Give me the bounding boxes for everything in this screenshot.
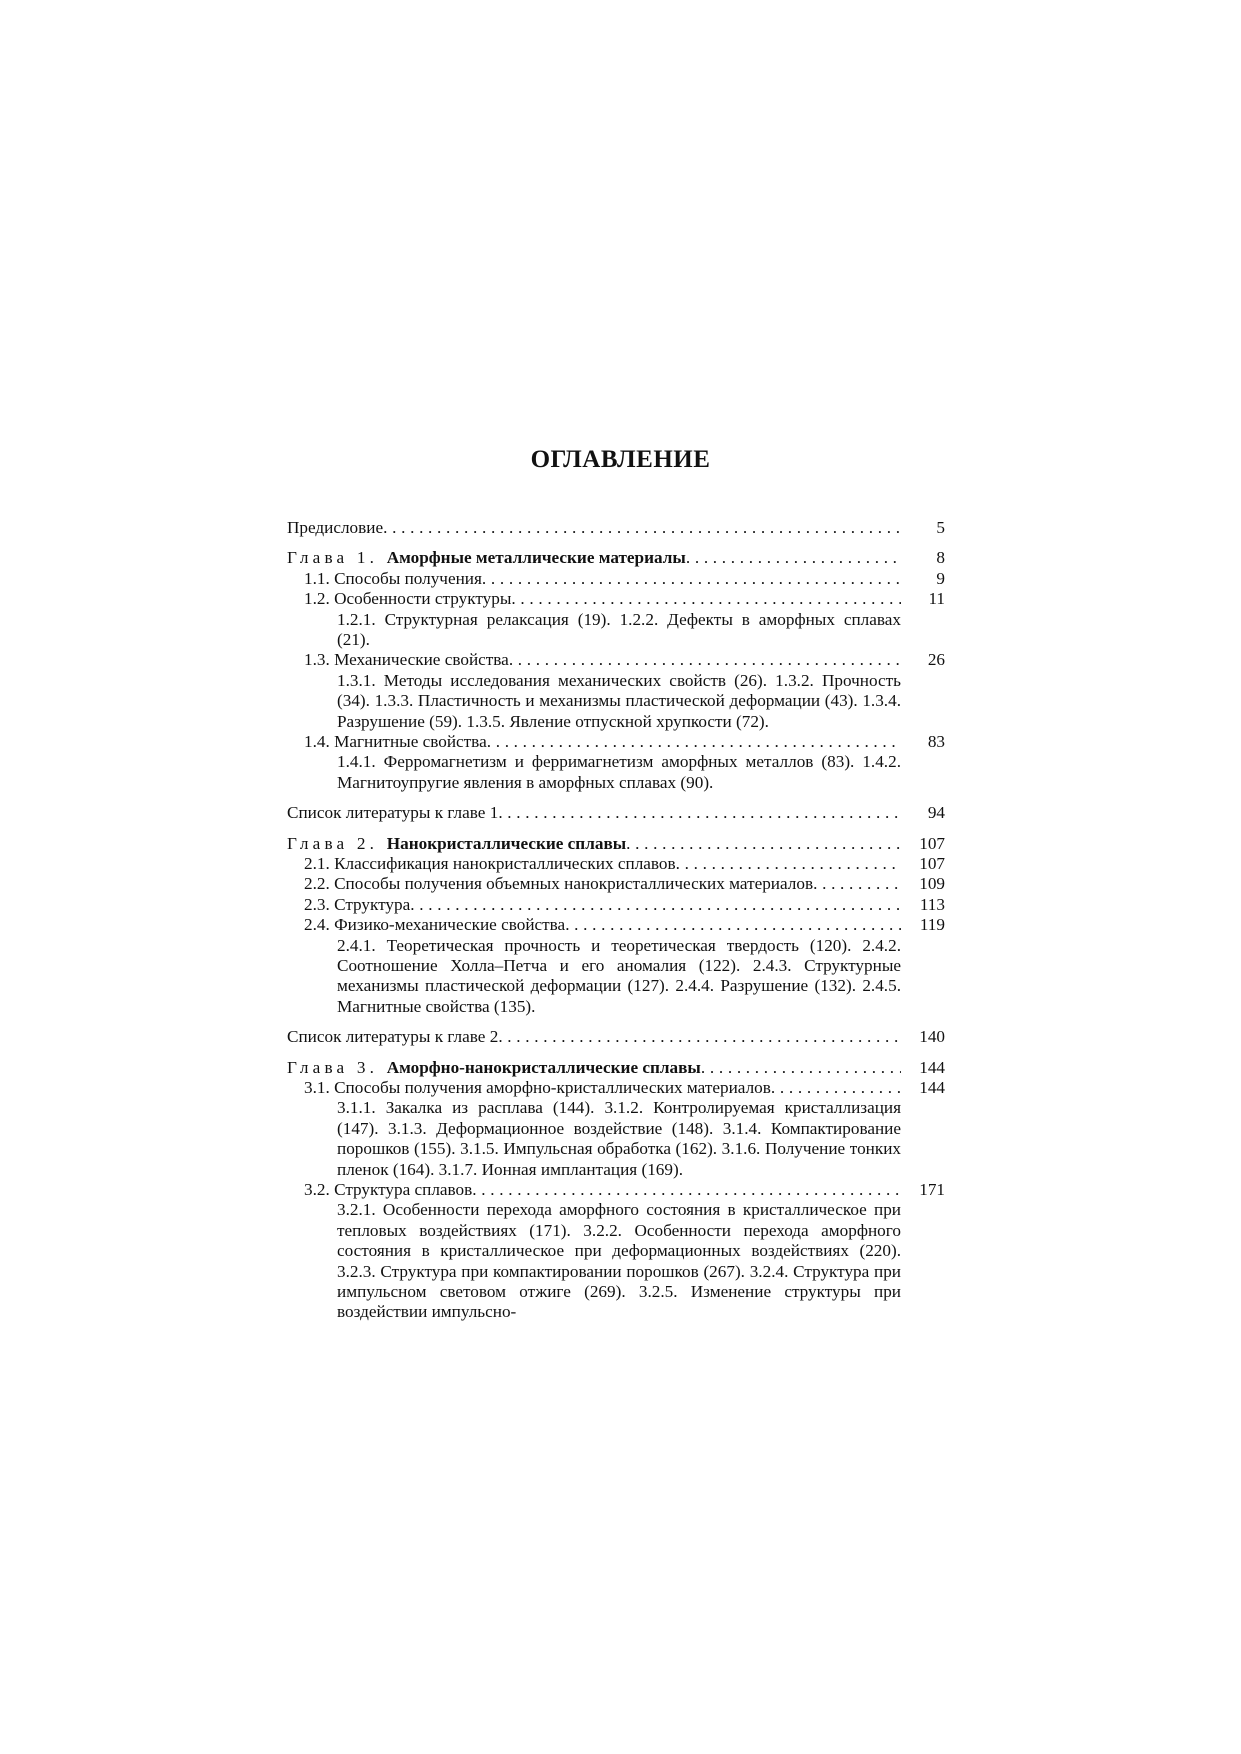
toc-entry-label: Предисловие . . . (287, 518, 901, 538)
toc-subsections-3-2: 3.2.1. Особенности перехода аморфного состояния в кристаллическое при тепловых воздействиях (171). 3.2.2. Особенности перехода аморфного состояния в кристаллическое при деформационных воздействиях (220). 3.2.3. Структура при компактировании порошков (267). 3.2.4. Структура при импульсном световом отжиге (269). 3.2.5. Изменение структуры при воздействии импульсно- (337, 1200, 901, 1322)
toc-references-1[interactable] (287, 803, 945, 823)
toc-chapter-heading (287, 834, 901, 854)
toc-page-number: 109 (919, 874, 945, 894)
toc-page-number: 83 (927, 731, 945, 751)
chapter-prefix: Глава 3. (287, 1057, 379, 1077)
chapter-title: Нанокристаллические сплавы (386, 833, 627, 853)
toc-section-1-3[interactable] (287, 650, 945, 670)
toc-section-label: 3.1. Способы получения аморфно-кристаллических материалов . . . (287, 1078, 901, 1098)
toc-section-label: 1.4. Магнитные свойства . . . (287, 732, 901, 752)
toc-section-2-3[interactable] (287, 895, 945, 915)
toc-section-label: 2.3. Структура . . . (287, 895, 901, 915)
toc-section-3-2[interactable] (287, 1180, 945, 1200)
toc-page-number: 119 (919, 915, 945, 935)
toc-section-2-1[interactable] (287, 854, 945, 874)
toc-page-number: 5 (936, 518, 945, 537)
toc-page-number: 8 (936, 548, 945, 568)
toc-subsections-1-4: 1.4.1. Ферромагнетизм и ферримагнетизм аморфных металлов (83). 1.4.2. Магнитоупругие явления в аморфных сплавах (90). (337, 752, 901, 792)
toc-section-label: 2.1. Классификация нанокристаллических сплавов . . . (287, 854, 901, 874)
table-of-contents (287, 518, 945, 1323)
toc-section-2-4[interactable] (287, 915, 945, 935)
toc-page-number: 113 (919, 894, 945, 914)
toc-section-label: 1.1. Способы получения . . . (287, 569, 901, 589)
toc-entry-preface[interactable] (287, 518, 945, 538)
toc-section-label: 2.2. Способы получения объемных нанокристаллических материалов . . . (287, 874, 901, 894)
toc-chapter-2[interactable] (287, 834, 945, 854)
toc-subsections-2-4: 2.4.1. Теоретическая прочность и теоретическая твердость (120). 2.4.2. Соотношение Холла–Петча и его аномалия (122). 2.4.3. Структурные механизмы пластической деформации (127). 2.4.4. Разрушение (132). 2.4.5. Магнитные свойства (135). (337, 935, 901, 1016)
toc-subsections-1-2: 1.2.1. Структурная релаксация (19). 1.2.2. Дефекты в аморфных сплавах (21). (337, 609, 901, 649)
toc-chapter-heading (287, 1058, 901, 1078)
toc-page-number: 140 (919, 1027, 945, 1047)
toc-section-1-1[interactable] (287, 569, 945, 589)
toc-section-label: 2.4. Физико-механические свойства . . . (287, 915, 901, 935)
toc-section-label: 1.3. Механические свойства . . . (287, 650, 901, 670)
chapter-title: Аморфные металлические материалы (386, 548, 686, 568)
chapter-prefix: Глава 2. (287, 833, 379, 853)
toc-page-number: 144 (919, 1057, 945, 1077)
toc-section-1-2[interactable] (287, 589, 945, 609)
toc-page-number: 107 (919, 833, 945, 853)
toc-page-number: 107 (919, 853, 945, 873)
toc-page-number: 94 (927, 803, 945, 823)
toc-page-number: 26 (927, 650, 945, 670)
toc-entry-label: Список литературы к главе 2 . . . (287, 1027, 901, 1047)
toc-page-number: 171 (919, 1179, 945, 1199)
toc-page-number: 9 (936, 568, 945, 588)
toc-subsections-1-3: 1.3.1. Методы исследования механических свойств (26). 1.3.2. Прочность (34). 1.3.3. Пластичность и механизмы пластической деформации (43). 1.3.4. Разрушение (59). 1.3.5. Явление отпускной хрупкости (72). (337, 670, 901, 731)
toc-references-2[interactable] (287, 1027, 945, 1047)
toc-page-number: 144 (919, 1077, 945, 1097)
chapter-title: Аморфно-нанокристаллические сплавы (386, 1057, 701, 1077)
toc-section-2-2[interactable] (287, 874, 945, 894)
chapter-prefix: Глава 1. (287, 548, 379, 568)
toc-chapter-3[interactable] (287, 1058, 945, 1078)
toc-chapter-1[interactable] (287, 548, 945, 568)
toc-page-number: 11 (928, 589, 945, 609)
toc-chapter-heading (287, 548, 901, 568)
toc-section-label: 1.2. Особенности структуры . . . (287, 589, 901, 609)
toc-subsections-3-1: 3.1.1. Закалка из расплава (144). 3.1.2. Контролируемая кристаллизация (147). 3.1.3. Деформационное воздействие (148). 3.1.4. Компактирование порошков (155). 3.1.5. Импульсная обработка (162). 3.1.6. Получение тонких пленок (164). 3.1.7. Ионная имплантация (169). (337, 1098, 901, 1179)
page-title: ОГЛАВЛЕНИЕ (530, 446, 711, 473)
toc-section-label: 3.2. Структура сплавов . . . (287, 1180, 901, 1200)
toc-section-1-4[interactable] (287, 732, 945, 752)
toc-entry-label: Список литературы к главе 1 . . . (287, 803, 901, 823)
toc-section-3-1[interactable] (287, 1078, 945, 1098)
